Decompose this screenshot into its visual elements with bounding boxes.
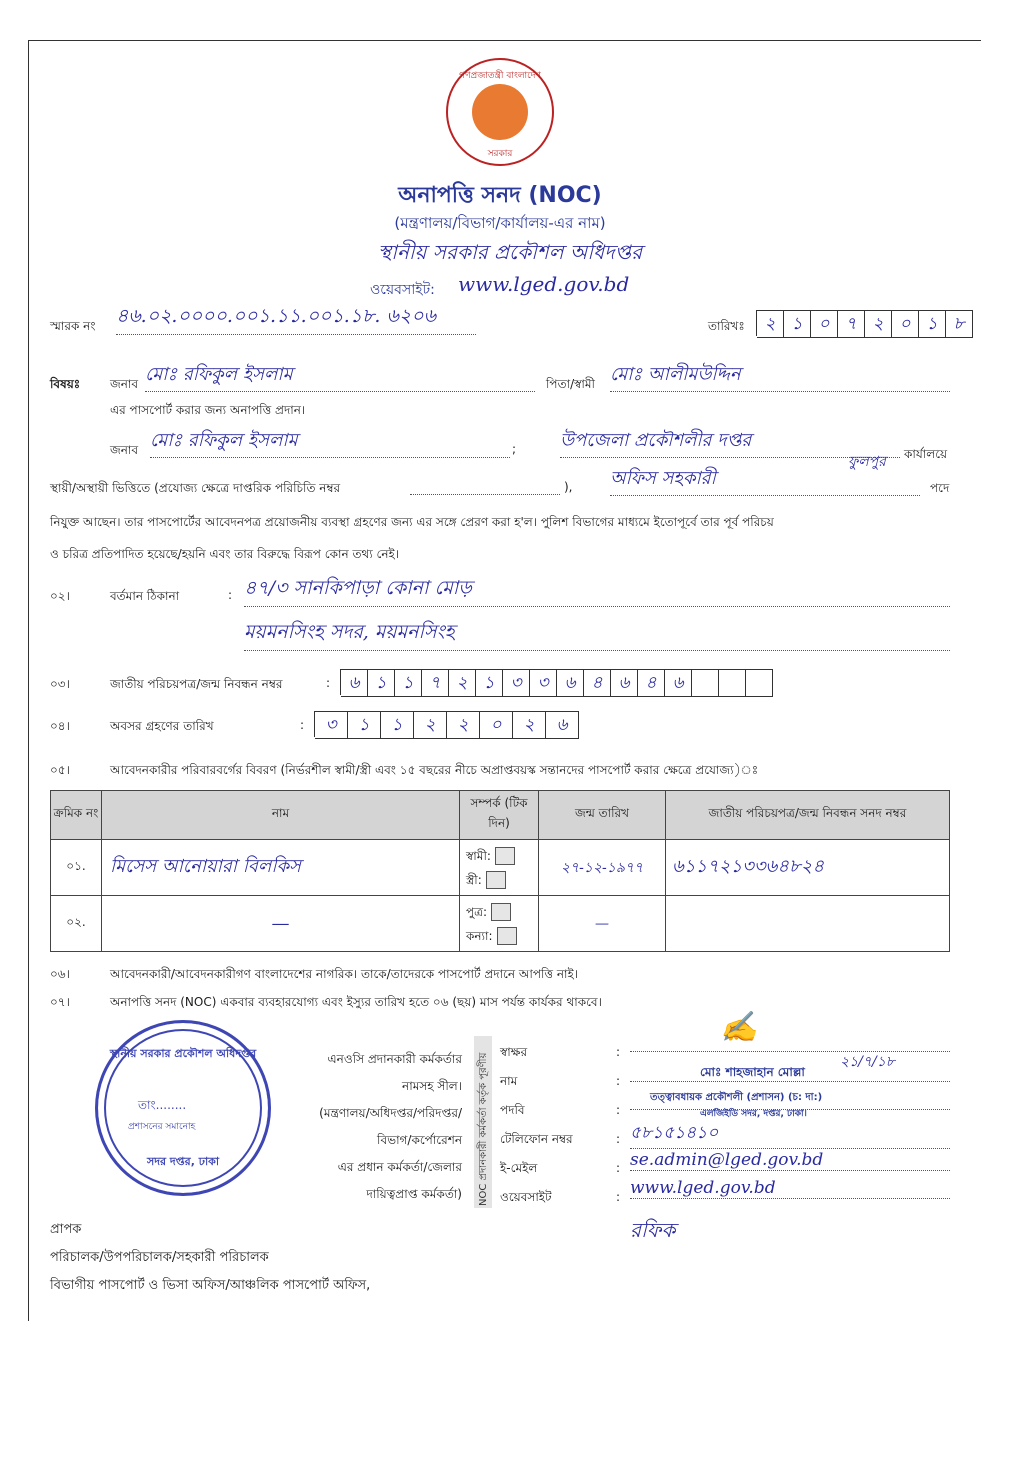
relation-daughter-label: কন্যা: — [466, 928, 493, 943]
subject-label: বিষয়ঃ — [50, 377, 81, 391]
vertical-note: NOC প্রদানকারী কর্মকর্তা কর্তৃক পূরণীয় — [478, 1052, 489, 1206]
date-label: তারিখঃ — [708, 319, 745, 333]
basis-text: স্থায়ী/অস্থায়ী ভিত্তিতে (প্রযোজ্য ক্ষেত্রে দাপ্তরিক পরিচিতি নম্বর — [50, 481, 341, 495]
date-digit: ২ — [865, 310, 892, 338]
retirement-digit: ২ — [513, 711, 546, 739]
relation-son-label: পুত্র: — [466, 904, 488, 919]
field-label-email: ই-মেইল — [500, 1161, 538, 1175]
father-name: মোঃ আলীমউদ্দিন — [610, 360, 950, 392]
nid-digit: ৩ — [530, 669, 557, 697]
retirement-digit: ৬ — [546, 711, 579, 739]
office-handwritten: উপজেলা প্রকৌশলীর দপ্তর — [560, 426, 900, 458]
field-label-designation: পদবি — [500, 1103, 525, 1117]
field-label-name: নাম — [500, 1074, 518, 1088]
relation-daughter-checkbox[interactable] — [497, 927, 517, 945]
relation-husband-checkbox[interactable] — [495, 847, 515, 865]
row-serial: ০২. — [51, 896, 102, 952]
item-02-label: বর্তমান ঠিকানা — [110, 589, 180, 603]
body-semicolon: ; — [512, 442, 517, 456]
item-03-number: ০৩। — [50, 677, 70, 691]
nid-digit: ১ — [395, 669, 422, 697]
row-serial: ০১. — [51, 840, 102, 896]
col-serial: ক্রমিক নং — [51, 791, 102, 840]
table-row — [51, 840, 950, 896]
officer-desc-line: বিভাগ/কর্পোরেশন — [377, 1133, 462, 1147]
date-digit: ৮ — [946, 310, 973, 338]
recipient-line-2: বিভাগীয় পাসপোর্ট ও ভিসা অফিস/আঞ্চলিক পাসপোর্ট অফিস, — [50, 1278, 371, 1293]
retirement-digit: ১ — [381, 711, 414, 739]
officer-email: se.admin@lged.gov.bd — [630, 1150, 950, 1171]
retirement-digit: ২ — [414, 711, 447, 739]
website-value: www.lged.gov.bd — [458, 272, 630, 296]
retirement-digit: ১ — [348, 711, 381, 739]
recipient-line-1: পরিচালক/উপপরিচালক/সহকারী পরিচালক — [50, 1250, 269, 1265]
item-05-label: আবেদনকারীর পরিবারবর্গের বিবরণ (নির্ভরশীল স্বামী/স্ত্রী এবং ১৫ বছরের নীচে অপ্রাপ্তবয়স্ক সন্তানদের পাসপোর্ট করার ক্ষেত্রে প্রযোজ্য)ঃ — [110, 763, 759, 777]
memo-number: ৪৬.০২.০০০০.০০১.১১.০০১.১৮. ৬২০৬ — [116, 302, 476, 335]
nid-digit: ৭ — [422, 669, 449, 697]
document-title: অনাপত্তি সনদ (NOC) — [398, 183, 602, 208]
field-label-website: ওয়েবসাইট — [500, 1190, 552, 1204]
body-paragraph-2: নিযুক্ত আছেন। তার পাসপোর্টের আবেদনপত্র প্রয়োজনীয় ব্যবস্থা গ্রহণের জন্য এর সঙ্গে প্রেরণ করা হ'ল। পুলিশ বিভাগের মাধ্যমে ইতোপূর্বে তার পূর্ব পরিচয় — [50, 515, 774, 529]
officer-desc-line: নামসহ সীল। — [402, 1079, 462, 1093]
relation-husband-label: স্বামী: — [466, 848, 491, 863]
officer-signature: ✍ — [720, 1010, 758, 1045]
nid-digit — [692, 669, 719, 697]
row-relation — [460, 840, 539, 896]
col-dob: জন্ম তারিখ — [539, 791, 666, 840]
retirement-digit: ২ — [447, 711, 480, 739]
officer-desc-line: এনওসি প্রদানকারী কর্মকর্তার — [327, 1052, 462, 1066]
row-name: — — [102, 896, 460, 952]
nid-digit: ৬ — [557, 669, 584, 697]
item-05-number: ০৫। — [50, 763, 70, 777]
row-name: মিসেস আনোয়ারা বিলকিস — [102, 840, 460, 896]
family-table — [50, 790, 950, 952]
officer-name: মোঃ শাহজাহান মোল্লা — [700, 1065, 805, 1079]
nid-digit: ৬ — [665, 669, 692, 697]
date-digit: ৭ — [838, 310, 865, 338]
field-label-signature: স্বাক্ষর — [500, 1045, 528, 1059]
nid-digit — [719, 669, 746, 697]
subject-line2: এর পাসপোর্ট করার জন্য অনাপত্তি প্রদান। — [110, 403, 306, 417]
memo-label: স্মারক নং — [50, 319, 96, 333]
emblem-text-bottom: সরকার — [487, 149, 513, 159]
colon: : — [616, 1161, 621, 1175]
officer-desc-line: এর প্রধান কর্মকর্তা/জেলার — [337, 1160, 462, 1174]
colon: : — [616, 1045, 621, 1059]
nid-digit: ১ — [476, 669, 503, 697]
address-line-1: ৪৭/৩ সানকিপাড়া কোনা মোড় — [244, 574, 950, 607]
website-label: ওয়েবসাইট: — [370, 282, 435, 298]
item-03-label: জাতীয় পরিচয়পত্র/জন্ম নিবন্ধন নম্বর — [110, 677, 283, 691]
item-02-number: ০২। — [50, 589, 70, 603]
date-digit: ০ — [811, 310, 838, 338]
office-place: ফুলপুর — [848, 454, 886, 470]
document-subtitle: (মন্ত্রণালয়/বিভাগ/কার্যালয়-এর নাম) — [394, 214, 606, 232]
date-digit: ১ — [784, 310, 811, 338]
date-digit: ১ — [919, 310, 946, 338]
recipient-label: প্রাপক — [50, 1222, 82, 1237]
officer-desc-line: দায়িত্বপ্রাপ্ত কর্মকর্তা) — [366, 1187, 462, 1201]
emblem-text-top: গণপ্রজাতন্ত্রী বাংলাদেশ — [459, 71, 541, 81]
government-emblem — [446, 58, 554, 166]
nid-boxes — [340, 669, 773, 695]
colon: : — [616, 1190, 621, 1204]
nid-digit: ৬ — [341, 669, 368, 697]
subject-applicant-name: মোঃ রফিকুল ইসলাম — [145, 360, 535, 392]
retirement-digit: ০ — [480, 711, 513, 739]
signature-date: ২১/৭/১৮ — [840, 1054, 895, 1070]
nid-digit: ৪ — [638, 669, 665, 697]
officer-phone: ৫৮১৫১৪১০ — [630, 1120, 950, 1149]
father-label: পিতা/স্বামী — [546, 377, 595, 391]
nid-digit — [746, 669, 773, 697]
row-dob: — — [539, 896, 666, 952]
nid-digit: ১ — [368, 669, 395, 697]
officer-designation: তত্ত্বাবধায়ক প্রকৌশলী (প্রশাসন) (চ: দা:) — [650, 1092, 823, 1103]
col-relation: সম্পর্ক (টিক দিন) — [460, 791, 539, 840]
official-id-blank — [410, 480, 560, 495]
date-digit: ০ — [892, 310, 919, 338]
item-03-colon: : — [326, 676, 331, 690]
col-name: নাম — [102, 791, 460, 840]
date-boxes — [756, 310, 973, 336]
subject-janab: জনাব — [110, 377, 139, 391]
row-dob: ২৭-১২-১৯৭৭ — [539, 840, 666, 896]
nid-digit: ৬ — [611, 669, 638, 697]
retirement-date-boxes — [314, 711, 579, 737]
seal-text-top: স্থানীয় সরকার প্রকৌশল অধিদপ্তর — [109, 1047, 257, 1060]
item-04-number: ০৪। — [50, 719, 70, 733]
address-line-2: ময়মনসিংহ সদর, ময়মনসিংহ — [244, 618, 950, 651]
item-06-number: ০৬। — [50, 967, 70, 981]
basis-close: ), — [564, 480, 573, 494]
table-header-row — [51, 791, 950, 840]
nid-digit: ৩ — [503, 669, 530, 697]
signature-line — [630, 1050, 950, 1052]
officer-field-colons — [616, 1038, 620, 1212]
office-suffix: কার্যালয়ে — [904, 447, 948, 461]
nid-digit: ২ — [449, 669, 476, 697]
item-07-text: অনাপত্তি সনদ (NOC) একবার ব্যবহারযোগ্য এবং ইস্যুর তারিখ হতে ০৬ (ছয়) মাস পর্যন্ত কার্যকর থাকবে। — [110, 995, 602, 1009]
officer-desc-line: (মন্ত্রণালয়/অধিদপ্তর/পরিদপ্তর/ — [319, 1106, 462, 1120]
post-suffix: পদে — [930, 481, 950, 495]
body-paragraph-3: ও চরিত্র প্রতিপাদিত হয়েছে/হয়নি এবং তার বিরুদ্ধে বিরূপ কোন তথ্য নেই। — [50, 547, 400, 561]
relation-son-checkbox[interactable] — [491, 903, 511, 921]
item-04-colon: : — [300, 718, 305, 732]
body-janab: জনাব — [110, 443, 139, 457]
colon: : — [616, 1132, 621, 1146]
post-handwritten: অফিস সহকারী — [610, 464, 920, 496]
field-label-phone: টেলিফোন নম্বর — [500, 1132, 573, 1146]
col-nid: জাতীয় পরিচয়পত্র/জন্ম নিবন্ধন সনদ নম্বর — [666, 791, 950, 840]
officer-description — [280, 1046, 462, 1208]
officer-field-labels — [500, 1038, 573, 1212]
colon: : — [616, 1074, 621, 1088]
item-04-label: অবসর গ্রহণের তারিখ — [110, 719, 214, 733]
row-nid: ৬১১৭২১৩৩৬৪৮২৪ — [666, 840, 950, 896]
relation-wife-label: স্ত্রী: — [466, 872, 482, 887]
relation-wife-checkbox[interactable] — [486, 871, 506, 889]
stamp-office: এলজিইডি সদর, দপ্তর, ঢাকা। — [700, 1109, 807, 1119]
item-02-colon: : — [228, 588, 233, 602]
seal-center-2: প্রশাসনের সমানোহ — [128, 1122, 196, 1132]
table-row — [51, 896, 950, 952]
row-nid — [666, 896, 950, 952]
row-relation — [460, 896, 539, 952]
item-06-text: আবেদনকারী/আবেদনকারীগণ বাংলাদেশের নাগরিক। তাকে/তাদেরকে পাসপোর্ট প্রদানে আপত্তি নাই। — [110, 967, 579, 981]
seal-text-bottom: সদর দপ্তর, ঢাকা — [146, 1155, 220, 1168]
initials: রফিক — [630, 1218, 676, 1242]
body-applicant-name: মোঃ রফিকুল ইসলাম — [150, 426, 510, 458]
office-seal — [95, 1020, 271, 1196]
seal-center: তাং........ — [138, 1098, 187, 1112]
map-icon — [472, 84, 528, 140]
colon: : — [616, 1103, 621, 1117]
nid-digit: ৪ — [584, 669, 611, 697]
retirement-digit: ৩ — [315, 711, 348, 739]
officer-website: www.lged.gov.bd — [630, 1178, 950, 1199]
item-07-number: ০৭। — [50, 995, 70, 1009]
date-digit: ২ — [757, 310, 784, 338]
office-name: স্থানীয় সরকার প্রকৌশল অধিদপ্তর — [377, 240, 643, 264]
